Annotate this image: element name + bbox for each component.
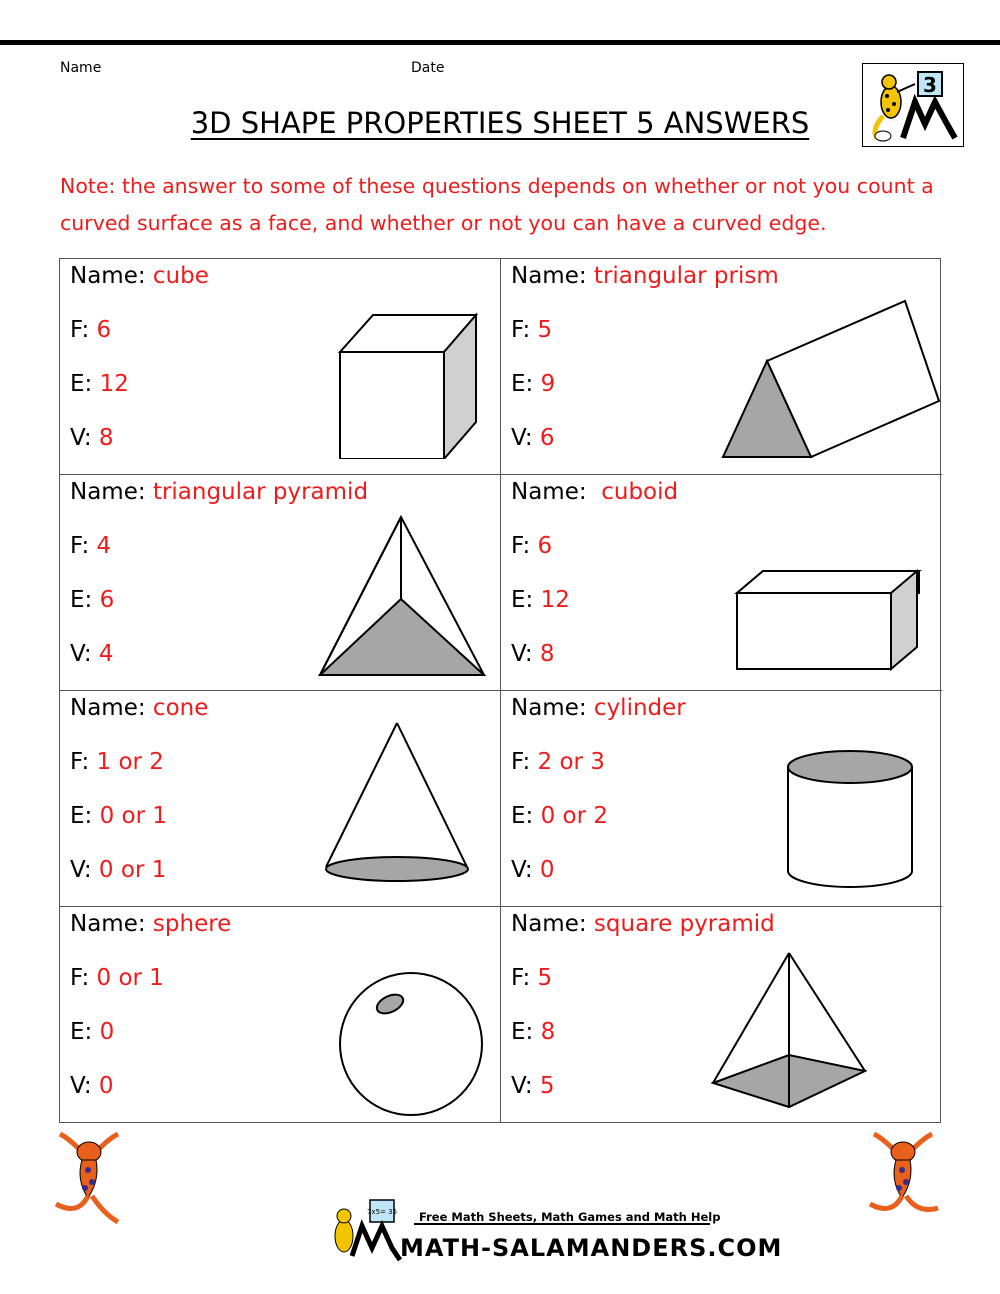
footer-tagline: Free Math Sheets, Math Games and Math Help [419,1210,721,1224]
vertices-count: 0 [539,857,555,883]
footer-site-link[interactable]: MATH-SALAMANDERS.COM [400,1234,783,1262]
cuboid-icon [733,565,923,675]
vertices-count: 8 [98,425,114,451]
edges-count: 9 [540,371,556,397]
faces-count: 6 [537,533,553,559]
shape-card-triangular-pyramid: Name: triangular pyramid F: 4 E: 6 V: 4 [60,475,501,691]
vertices-count: 4 [98,641,114,667]
vertices-count: 5 [539,1073,555,1099]
triangular-pyramid-icon [318,515,488,679]
faces-count: 4 [96,533,112,559]
cone-icon [322,719,472,889]
edges-count: 12 [99,371,129,397]
faces-count: 6 [96,317,112,343]
vertices-count: 0 [98,1073,114,1099]
edges-count: 8 [540,1019,556,1045]
vertices-count: 8 [539,641,555,667]
triangular-prism-icon [721,299,941,461]
note-text: Note: the answer to some of these questions depends on whether or not you count a curved surface as a face, and whether or not you can have a curved edge. [60,174,934,235]
shape-card-triangular-prism: Name: triangular prism F: 5 E: 9 V: 6 [501,259,942,475]
sphere-icon [338,971,486,1119]
faces-count: 0 or 1 [96,965,164,991]
shape-card-sphere: Name: sphere F: 0 or 1 E: 0 V: 0 [60,907,501,1123]
shape-name: cone [152,695,209,721]
footer-logo-mini: 7x5= 35 [366,1208,398,1216]
faces-count: 2 or 3 [537,749,605,775]
faces-count: 5 [537,317,553,343]
faces-count: 1 or 2 [96,749,164,775]
edges-count: 6 [99,587,115,613]
vertices-count: 6 [539,425,555,451]
shape-grid [59,258,941,1123]
page-title: 3D SHAPE PROPERTIES SHEET 5 ANSWERS [190,106,810,140]
square-pyramid-icon [711,949,867,1113]
edges-count: 0 [99,1019,115,1045]
cube-icon [330,309,480,459]
shape-name: cube [152,263,209,289]
shape-card-square-pyramid: Name: square pyramid F: 5 E: 8 V: 5 [501,907,942,1123]
salamander-right-icon [862,1130,947,1230]
shape-card-cylinder: Name: cylinder F: 2 or 3 E: 0 or 2 V: 0 [501,691,942,907]
date-label: Date [411,60,445,76]
top-rule [0,40,1000,45]
faces-count: 5 [537,965,553,991]
shape-name: cylinder [593,695,686,721]
shape-card-cube: Name: cube F: 6 E: 12 V: 8 [60,259,501,475]
shape-card-cuboid: Name: cuboid F: 6 E: 12 V: 8 [501,475,942,691]
grade-number: 3 [923,73,937,97]
salamander-left-icon [48,1130,133,1230]
shape-name: cuboid [593,479,679,505]
edges-count: 0 or 2 [540,803,609,829]
edges-count: 0 or 1 [99,803,168,829]
name-label: Name [60,60,102,76]
cylinder-icon [785,747,915,893]
edges-count: 12 [540,587,570,613]
vertices-count: 0 or 1 [98,857,167,883]
shape-name: sphere [152,911,232,937]
shape-name: square pyramid [593,911,775,937]
grade-logo [862,63,964,147]
shape-name: triangular prism [593,263,779,289]
shape-name: triangular pyramid [152,479,369,505]
shape-card-cone: Name: cone F: 1 or 2 E: 0 or 1 V: 0 or 1 [60,691,501,907]
